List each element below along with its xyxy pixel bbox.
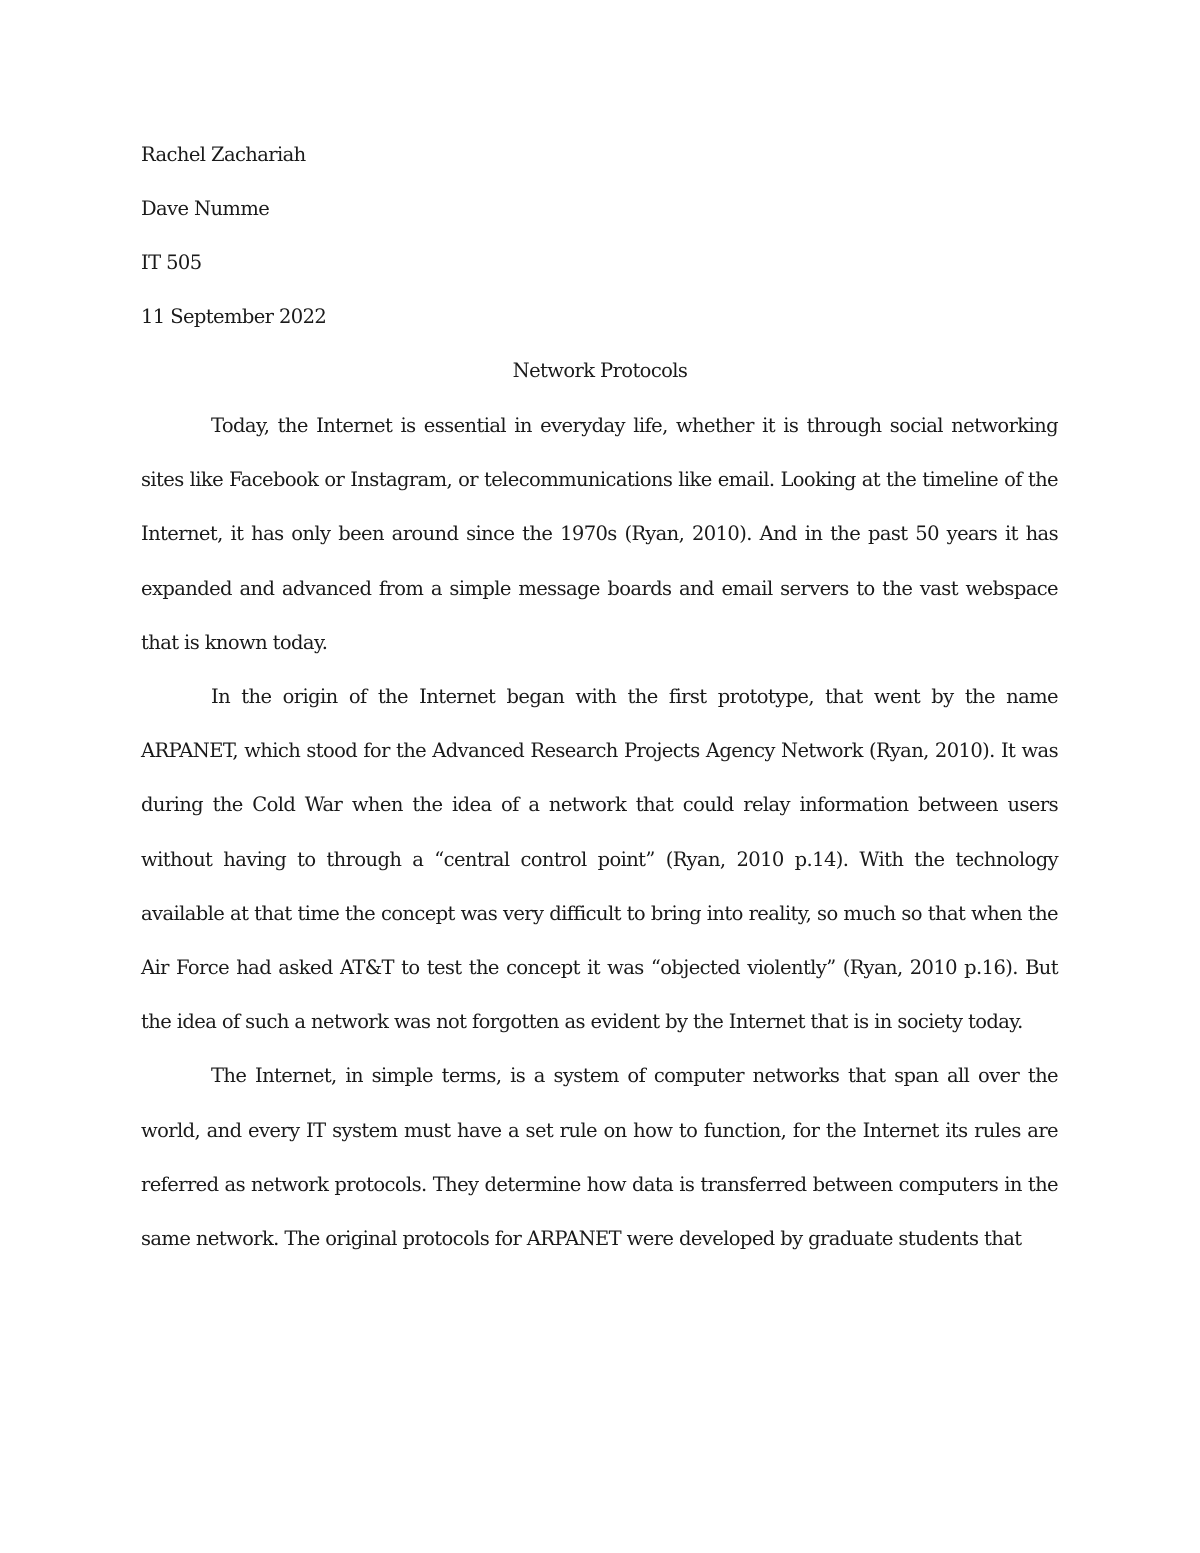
paragraph-2: In the origin of the Internet began with the first prototype, that went by the name ARPANET, which stood for the Advanced Research Projects Agency Network (Ryan, 2010). It was during the Cold War when the idea of a network that could relay information between users without having to through a “central control point” (Ryan, 2010 p.14). With the technology available at that time the concept was very difficult to bring into reality, so much so that when the Air Force had asked AT&T to test the concept it was “objected violently” (Ryan, 2010 p.16). But the idea of such a network was not forgotten as evident by the Internet that is in society today. xyxy=(141,685,1058,1034)
document-date: 11 September 2022 xyxy=(141,305,327,328)
document-body xyxy=(141,399,1058,1266)
author-name: Rachel Zachariah xyxy=(141,143,306,166)
document-title: Network Protocols xyxy=(512,359,688,382)
instructor-name: Dave Numme xyxy=(141,197,270,220)
paragraph-1: Today, the Internet is essential in everyday life, whether it is through social networking sites like Facebook or Instagram, or telecommunications like email. Looking at the timeline of the Internet, it has only been around since the 1970s (Ryan, 2010). And in the past 50 years it has expanded and advanced from a simple message boards and email servers to the vast webspace that is known today. xyxy=(141,414,1058,654)
course-name: IT 505 xyxy=(141,251,202,274)
paragraph-3: The Internet, in simple terms, is a system of computer networks that span all over the world, and every IT system must have a set rule on how to function, for the Internet its rules are referred as network protocols. They determine how data is transferred between computers in the same network. The original protocols for ARPANET were developed by graduate students that xyxy=(141,1064,1058,1251)
